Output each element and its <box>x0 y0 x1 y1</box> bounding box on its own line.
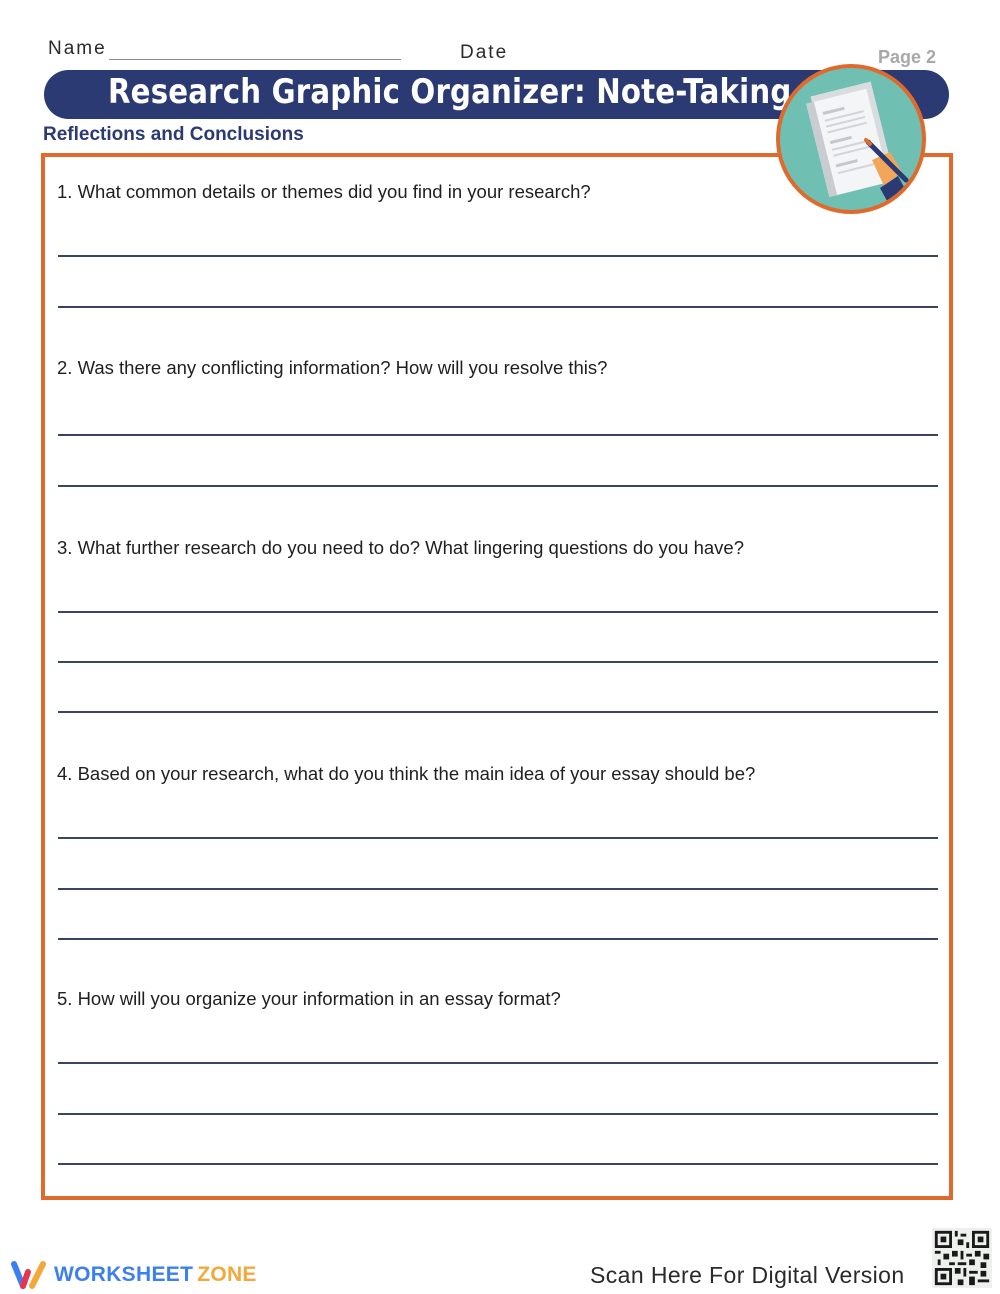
answer-line[interactable] <box>58 611 938 613</box>
page-number: Page 2 <box>878 47 937 67</box>
answer-line[interactable] <box>58 434 938 436</box>
answer-line[interactable] <box>58 661 938 663</box>
answer-line[interactable] <box>58 711 938 713</box>
question-4: 4. Based on your research, what do you think the main idea of your essay should be? <box>57 763 756 784</box>
answer-line[interactable] <box>58 1062 938 1064</box>
answer-line[interactable] <box>58 485 938 487</box>
answer-line[interactable] <box>58 255 938 257</box>
section-subtitle: Reflections and Conclusions <box>43 124 304 145</box>
name-label: Name <box>48 38 107 59</box>
logo-w-icon <box>10 1260 48 1290</box>
answer-line[interactable] <box>58 1113 938 1115</box>
date-field[interactable] <box>460 42 508 64</box>
answer-line[interactable] <box>58 837 938 839</box>
answer-line[interactable] <box>58 306 938 308</box>
question-1: 1. What common details or themes did you find in your research? <box>57 181 591 202</box>
answer-line[interactable] <box>58 938 938 940</box>
brand-name-part1: WORKSHEET <box>54 1263 194 1286</box>
page-title: Research Graphic Organizer: Note-Taking <box>108 72 792 112</box>
question-2: 2. Was there any conflicting information? How will you resolve this? <box>57 357 608 378</box>
questions-box <box>41 153 953 1200</box>
date-label: Date <box>460 42 509 63</box>
name-blank-line[interactable] <box>109 59 401 60</box>
worksheet-zone-logo <box>10 1260 257 1290</box>
name-field[interactable] <box>48 38 401 60</box>
answer-line[interactable] <box>58 1163 938 1165</box>
notes-with-pen-icon <box>776 64 926 214</box>
question-5: 5. How will you organize your information in an essay format? <box>57 988 561 1009</box>
answer-line[interactable] <box>58 888 938 890</box>
qr-code-icon[interactable] <box>932 1228 992 1288</box>
brand-name-part2: ZONE <box>197 1263 257 1286</box>
scan-instruction: Scan Here For Digital Version <box>590 1262 905 1288</box>
question-3: 3. What further research do you need to do? What lingering questions do you have? <box>57 537 744 558</box>
